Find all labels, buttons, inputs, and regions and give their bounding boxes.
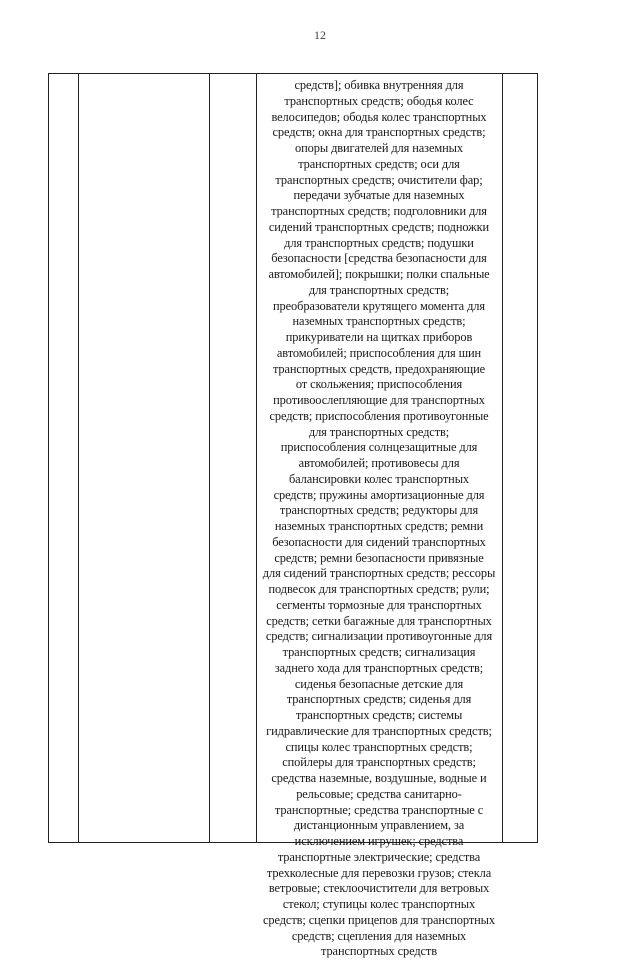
- column-divider-4: [502, 74, 503, 842]
- column-divider-3: [256, 74, 257, 842]
- column-divider-2: [209, 74, 210, 842]
- document-table: [48, 73, 538, 959]
- column-divider-1: [78, 74, 79, 842]
- goods-description-cell: средств]; обивка внутренняя для транспортных средств; ободья колес велосипедов; ободья колес транспортных средств; окна для транспортных средств; опоры двигателей для наземных транспортных средств; оси для транспортных средств; очистители фар; передачи зубчатые для наземных транспортных средств; подголовники для сидений транспортных средств; подножки для транспортных средств; подушки безопасности [средства безопасности для автомобилей]; покрышки; полки спальные для транспортных средств; преобразователи крутящего момента для наземных транспортных средств; прикуриватели на щитках приборов автомобилей; приспособления для шин транспортных средств, предохраняющие от скольжения; приспособления противоослепляющие для транспортных средств; приспособления противоугонные для транспортных средств; приспособления солнцезащитные для автомобилей; противовесы для балансировки колес транспортных средств; пружины амортизационные для транспортных средств; редукторы для наземных транспортных средств; ремни безопасности для сидений транспортных средств; ремни безопасности привязные для сидений транспортных средств; рессоры подвесок для транспортных средств; рули; сегменты тормозные для транспортных средств; сетки багажные для транспортных средств; сигнализации противоугонные для транспортных средств; сигнализация заднего хода для транспортных средств; сиденья безопасные детские для транспортных средств; сиденья для транспортных средств; системы гидравлические для транспортных средств; спицы колес транспортных средств; спойлеры для транспортных средств; средства наземные, воздушные, водные и рельсовые; средства санитарно- транспортные; средства транспортные с дистанционным управлением, за исключением игрушек; средства транспортные электрические; средства трехколесные для перевозки грузов; стекла ветровые; стеклоочистители для ветровых стекол; ступицы колес транспортных средств; сцепки прицепов для транспортных средств; сцепления для наземных транспортных средств: [262, 78, 496, 959]
- page-number: 12: [314, 28, 326, 42]
